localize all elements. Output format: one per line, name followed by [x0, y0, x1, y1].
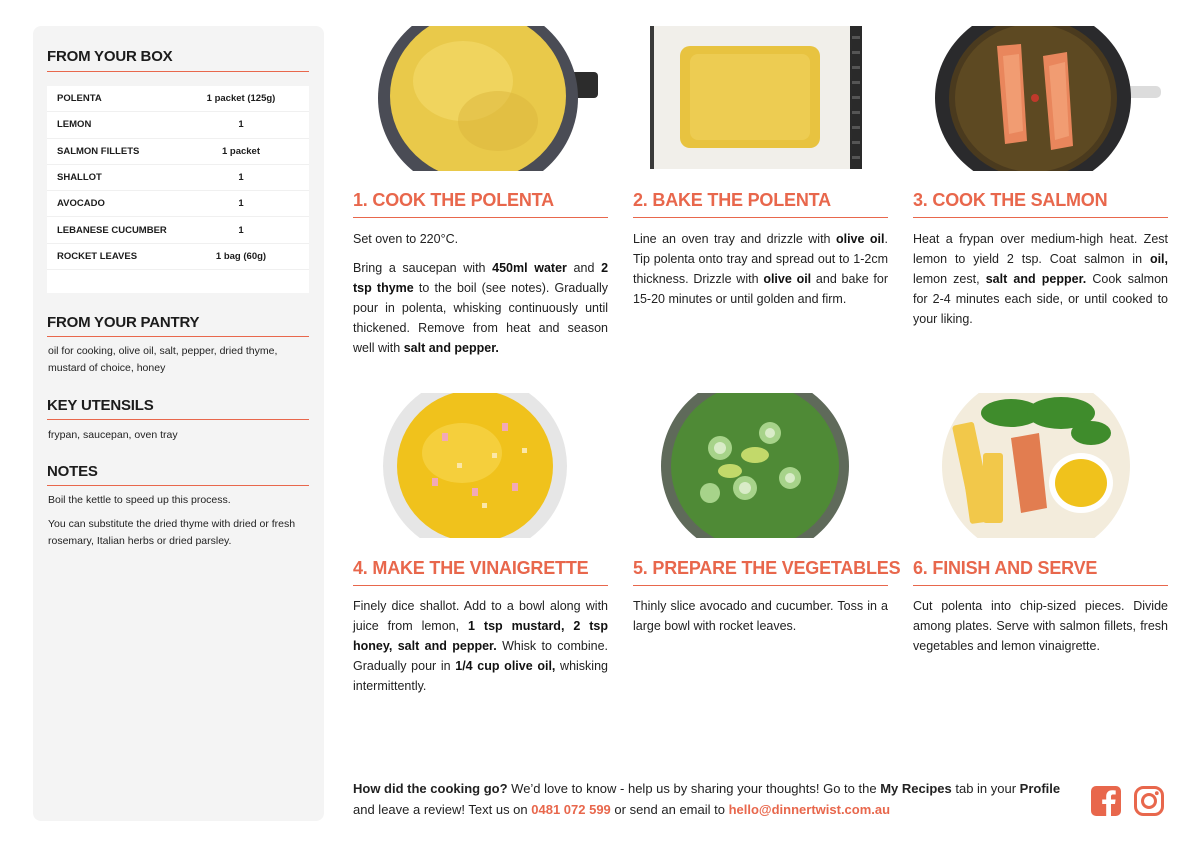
- step-2-title: 2. BAKE THE POLENTA: [633, 190, 831, 210]
- step-paragraph: [913, 229, 1168, 329]
- note-1: Boil the kettle to speed up this process.: [48, 494, 231, 506]
- ingredient-name: ROCKET LEAVES: [57, 250, 138, 262]
- utensils-text: frypan, saucepan, oven tray: [48, 429, 178, 441]
- bold-text: oil,: [1149, 252, 1168, 266]
- notes-title-rule: [47, 485, 309, 486]
- step-paragraph: [353, 229, 608, 249]
- box-title: FROM YOUR BOX: [47, 48, 173, 65]
- step-1-rule: [353, 217, 608, 218]
- table-row: [47, 217, 309, 243]
- ingredient-qty: 1: [238, 198, 244, 210]
- step-3-rule: [913, 217, 1168, 218]
- salmon-frypan-image: [935, 26, 1161, 171]
- step-2-body: [633, 229, 888, 309]
- pantry-title: FROM YOUR PANTRY: [47, 314, 200, 331]
- table-row: [47, 112, 309, 138]
- text: Set oven to 220°C.: [353, 232, 459, 246]
- text: Cook salmon for 2-4 minutes each side, or until cooked to your liking.: [913, 272, 1168, 326]
- text: or send an email to: [610, 802, 729, 817]
- text: Bring a saucepan with: [353, 261, 493, 275]
- feedback-footer: [353, 778, 1073, 820]
- text: . Tip polenta onto tray and spread out to 1-2cm thickness. Drizzle with: [633, 232, 888, 286]
- polenta-tray-image: [650, 26, 862, 169]
- step-4-rule: [353, 585, 608, 586]
- table-row-empty: [47, 270, 309, 293]
- ingredient-qty: 1: [238, 172, 244, 184]
- step-5-title: 5. PREPARE THE VEGETABLES: [633, 558, 901, 578]
- bold-text: 1 tsp mustard, 2 tsp honey, salt and pepper.: [353, 619, 608, 653]
- step-paragraph: [353, 596, 608, 696]
- text: and: [566, 261, 602, 275]
- ingredient-qty: 1: [238, 119, 244, 131]
- text: and bake for 15-20 minutes or until golden and firm.: [633, 272, 889, 306]
- pantry-title-rule: [47, 336, 309, 337]
- step-4-body: [353, 596, 608, 696]
- bold-text: How did the cooking go?: [353, 781, 508, 796]
- text: Thinly slice avocado and cucumber. Toss in a large bowl with rocket leaves.: [633, 599, 888, 633]
- bold-text: My Recipes: [880, 781, 952, 796]
- ingredient-name: POLENTA: [57, 93, 102, 105]
- step-6-rule: [913, 585, 1168, 586]
- text: Finely dice shallot. Add to a bowl along with juice from lemon,: [353, 599, 608, 633]
- polenta-pot-image: [378, 26, 602, 171]
- utensils-title-rule: [47, 419, 309, 420]
- ingredients-table: [47, 86, 309, 293]
- text: Cut polenta into chip-sized pieces. Divide among plates. Serve with salmon fillets, fresh vegetables and lemon vinaigrette.: [913, 599, 1168, 653]
- step-paragraph: [913, 596, 1168, 656]
- step-5-rule: [633, 585, 888, 586]
- bold-text: 2 tsp thyme: [353, 261, 609, 295]
- step-1-body: [353, 229, 608, 358]
- vinaigrette-bowl-image: [382, 393, 568, 538]
- ingredient-name: LEBANESE CUCUMBER: [57, 224, 167, 236]
- contact-link[interactable]: 0481 072 599: [531, 802, 611, 817]
- instagram-icon[interactable]: [1133, 785, 1165, 817]
- ingredient-qty: 1 packet (125g): [206, 93, 276, 105]
- pantry-text: oil for cooking, olive oil, salt, pepper, dried thyme, mustard of choice, honey: [48, 345, 278, 374]
- box-title-rule: [47, 71, 309, 72]
- step-2-rule: [633, 217, 888, 218]
- notes-title: NOTES: [47, 463, 98, 480]
- table-row: [47, 86, 309, 112]
- ingredient-name: LEMON: [57, 119, 92, 131]
- step-3-title: 3. COOK THE SALMON: [913, 190, 1108, 210]
- ingredient-qty: 1 packet: [221, 145, 261, 157]
- step-4-title: 4. MAKE THE VINAIGRETTE: [353, 558, 589, 578]
- facebook-icon[interactable]: [1090, 785, 1122, 817]
- bold-text: olive oil: [835, 232, 885, 246]
- salad-bowl-image: [660, 393, 850, 538]
- step-6-body: [913, 596, 1168, 656]
- step-6-title: 6. FINISH AND SERVE: [913, 558, 1098, 578]
- step-paragraph: [353, 258, 608, 358]
- step-5-body: [633, 596, 888, 636]
- ingredient-name: SALMON FILLETS: [57, 145, 140, 157]
- bold-text: 450ml water: [492, 261, 567, 275]
- text: lemon zest,: [913, 272, 986, 286]
- contact-link[interactable]: hello@dinnertwist.com.au: [728, 802, 891, 817]
- sidebar: [33, 26, 324, 821]
- utensils-title: KEY UTENSILS: [47, 397, 154, 414]
- step-paragraph: [633, 596, 888, 636]
- text: and leave a review! Text us on: [353, 802, 532, 817]
- step-3-body: [913, 229, 1168, 329]
- ingredient-name: AVOCADO: [57, 198, 105, 210]
- text: whisking intermittently.: [353, 659, 608, 693]
- step-1-title: 1. COOK THE POLENTA: [353, 190, 554, 210]
- table-row: [47, 191, 309, 217]
- bold-text: Profile: [1019, 781, 1061, 796]
- text: tab in your: [951, 781, 1020, 796]
- bold-text: 1/4 cup olive oil,: [455, 659, 556, 673]
- bold-text: salt and pepper.: [985, 272, 1087, 286]
- table-row: [47, 139, 309, 165]
- table-row: [47, 165, 309, 191]
- bold-text: olive oil: [763, 272, 812, 286]
- text: Whisk to combine. Gradually pour in: [353, 639, 608, 673]
- step-paragraph: [633, 229, 888, 309]
- text: to the boil (see notes). Gradually pour in polenta, whisking continuously until thickened. Remove from heat and season well with: [353, 281, 608, 355]
- ingredient-qty: 1: [238, 224, 244, 236]
- table-row: [47, 244, 309, 270]
- text: We’d love to know - help us by sharing your thoughts! Go to the: [507, 781, 881, 796]
- text: Line an oven tray and drizzle with: [633, 232, 836, 246]
- plated-dish-image: [941, 393, 1131, 538]
- bold-text: salt and pepper.: [403, 341, 499, 355]
- ingredient-name: SHALLOT: [57, 172, 102, 184]
- note-2: You can substitute the dried thyme with dried or fresh rosemary, Italian herbs or dried parsley.: [48, 518, 296, 547]
- ingredient-qty: 1 bag (60g): [215, 250, 267, 262]
- text: Heat a frypan over medium-high heat. Zest lemon to yield 2 tsp. Coat salmon in: [913, 232, 1168, 266]
